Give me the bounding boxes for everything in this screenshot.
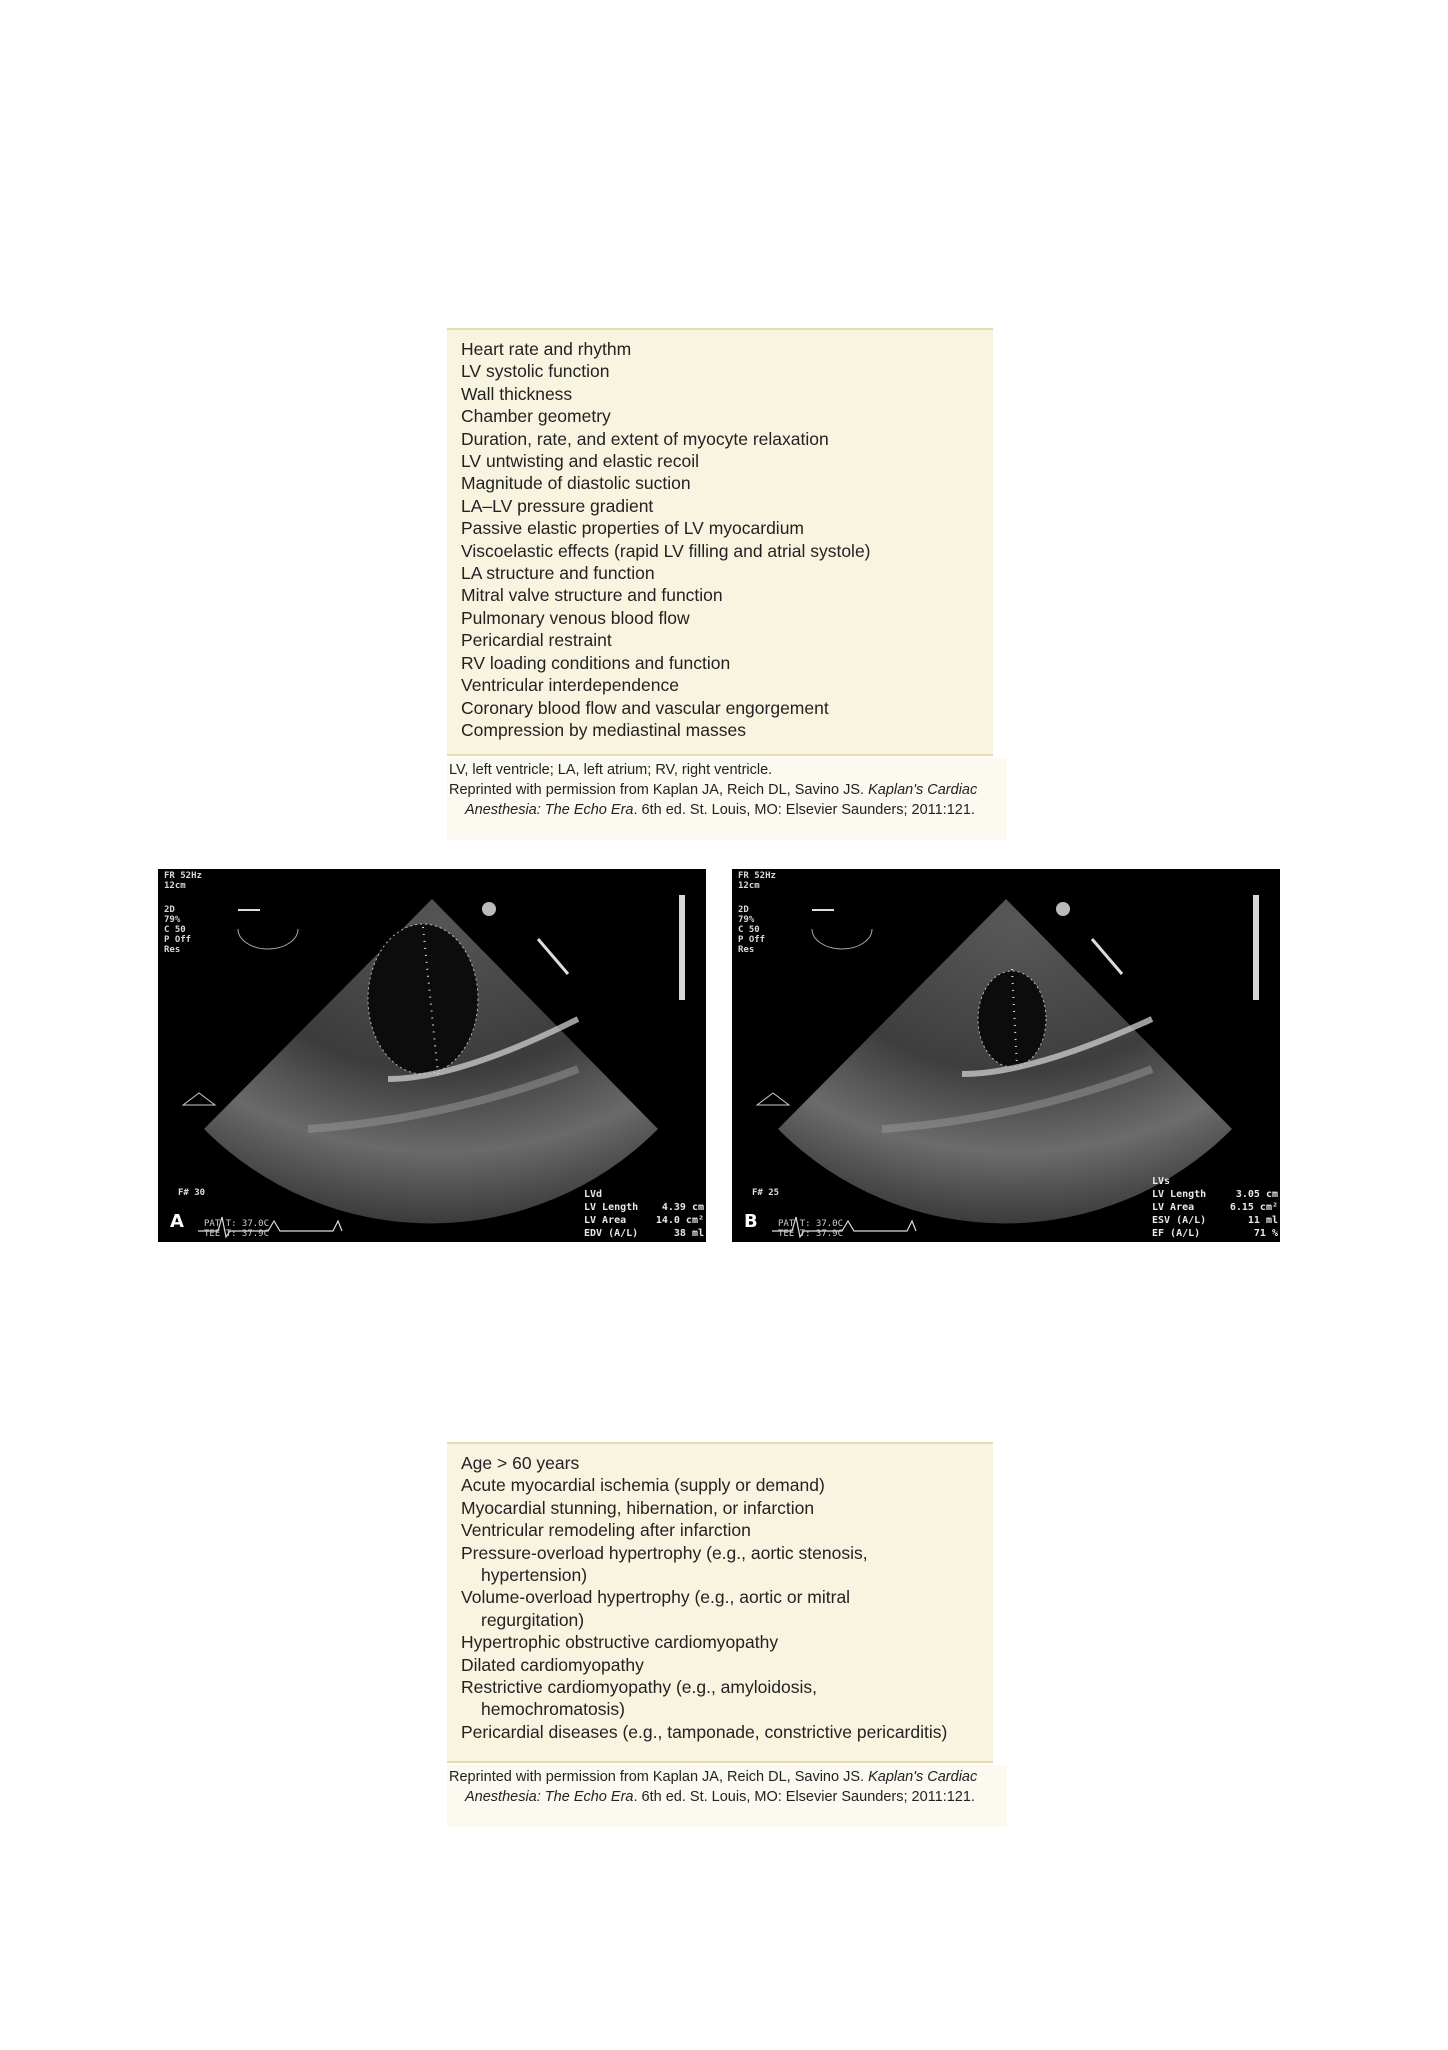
measurement-box <box>584 1188 704 1240</box>
measurement-header: LVd <box>584 1189 603 1200</box>
list-item: Mitral valve structure and function <box>461 585 723 606</box>
list-item: Ventricular remodeling after infarction <box>461 1520 751 1541</box>
list-item: Passive elastic properties of LV myocardium <box>461 518 805 539</box>
echo-image-a <box>158 869 706 1242</box>
measurement-row: ESV (A/L) 11 ml <box>1152 1215 1278 1226</box>
list-item: Restrictive cardiomyopathy (e.g., amyloidosis, hemochromatosis) <box>461 1677 817 1720</box>
list-item: Wall thickness <box>461 383 573 404</box>
list-item: Pulmonary venous blood flow <box>461 607 690 628</box>
list-item: Pericardial restraint <box>461 630 612 651</box>
temperature-readout: PAT T: 37.0C TEE T: 37.9C <box>778 1219 844 1239</box>
table-footnotes <box>447 758 1007 840</box>
list-item: Heart rate and rhythm <box>461 339 632 359</box>
factors-table <box>447 328 993 756</box>
list-item: Age > 60 years <box>461 1453 580 1473</box>
list-item: LV systolic function <box>461 361 610 382</box>
measurement-row: LV Length 3.05 cm <box>1152 1189 1278 1200</box>
measurement-row: LV Area 6.15 cm² <box>1152 1202 1278 1213</box>
measurement-header: LVs <box>1152 1176 1171 1187</box>
ultrasound-sector <box>158 869 706 1242</box>
measurement-row: EDV (A/L) 38 ml <box>584 1228 704 1239</box>
list-item: Volume-overload hypertrophy (e.g., aortic or mitral regurgitation) <box>461 1587 851 1630</box>
list-item: Hypertrophic obstructive cardiomyopathy <box>461 1632 779 1653</box>
gray-scale-bar <box>1253 895 1259 1000</box>
factors-list <box>461 338 979 741</box>
list-item: LV untwisting and elastic recoil <box>461 451 699 472</box>
conditions-list <box>461 1452 979 1743</box>
credit-line: Reprinted with permission from Kaplan JA, Reich DL, Savino JS. Kaplan's Cardiac Anesthesia: The Echo Era. 6th ed. St. Louis, MO: Elsevier Saunders; 2011:121. <box>449 782 978 818</box>
list-item: Viscoelastic effects (rapid LV filling and atrial systole) <box>461 540 871 561</box>
conditions-table <box>447 1442 993 1763</box>
measurement-row: EF (A/L) 71 % <box>1152 1228 1278 1239</box>
list-item: Compression by mediastinal masses <box>461 719 746 740</box>
frame-number: F# 30 <box>178 1188 206 1198</box>
orientation-marker-icon <box>1056 902 1070 916</box>
book-title: Kaplan's Cardiac Anesthesia: The Echo Era <box>465 1769 978 1805</box>
echo-image-b <box>732 869 1280 1242</box>
list-item: Pericardial diseases (e.g., tamponade, constrictive pericarditis) <box>461 1721 948 1742</box>
temperature-readout: PAT T: 37.0C TEE T: 37.9C <box>204 1219 270 1239</box>
book-title: Kaplan's Cardiac Anesthesia: The Echo Era <box>465 782 978 818</box>
list-item: Pressure-overload hypertrophy (e.g., aortic stenosis, hypertension) <box>461 1542 868 1586</box>
list-item: Duration, rate, and extent of myocyte relaxation <box>461 428 829 449</box>
panel-label: A <box>170 1211 184 1232</box>
list-item: Myocardial stunning, hibernation, or infarction <box>461 1497 815 1518</box>
measurement-row: LV Length 4.39 cm <box>584 1202 704 1213</box>
list-item: LA structure and function <box>461 563 655 584</box>
list-item: RV loading conditions and function <box>461 652 731 673</box>
hud-top-left: FR 52Hz 12cm 2D 79% C 50 P Off Res <box>738 871 776 955</box>
list-item: Coronary blood flow and vascular engorgement <box>461 697 829 718</box>
list-item: Chamber geometry <box>461 406 611 427</box>
list-item: Acute myocardial ischemia (supply or demand) <box>461 1475 825 1496</box>
list-item: Ventricular interdependence <box>461 675 679 696</box>
list-item: Magnitude of diastolic suction <box>461 473 691 494</box>
abbreviation-note: LV, left ventricle; LA, left atrium; RV, right ventricle. <box>449 762 773 778</box>
lv-cavity-trace <box>978 971 1046 1067</box>
panel-label: B <box>744 1211 758 1232</box>
credit-line: Reprinted with permission from Kaplan JA, Reich DL, Savino JS. Kaplan's Cardiac Anesthesia: The Echo Era. 6th ed. St. Louis, MO: Elsevier Saunders; 2011:121. <box>449 1769 978 1805</box>
gray-scale-bar <box>679 895 685 1000</box>
hud-top-left: FR 52Hz 12cm 2D 79% C 50 P Off Res <box>164 871 202 955</box>
measurement-row: LV Area 14.0 cm² <box>584 1215 704 1226</box>
lv-cavity-trace <box>368 924 478 1074</box>
measurement-box <box>1152 1175 1278 1240</box>
probe-orientation-icon <box>757 1093 789 1105</box>
orientation-marker-icon <box>482 902 496 916</box>
table-footnotes <box>447 1765 1007 1827</box>
list-item: LA–LV pressure gradient <box>461 495 654 516</box>
probe-orientation-icon <box>183 1093 215 1105</box>
frame-number: F# 25 <box>752 1188 780 1198</box>
list-item: Dilated cardiomyopathy <box>461 1654 644 1675</box>
